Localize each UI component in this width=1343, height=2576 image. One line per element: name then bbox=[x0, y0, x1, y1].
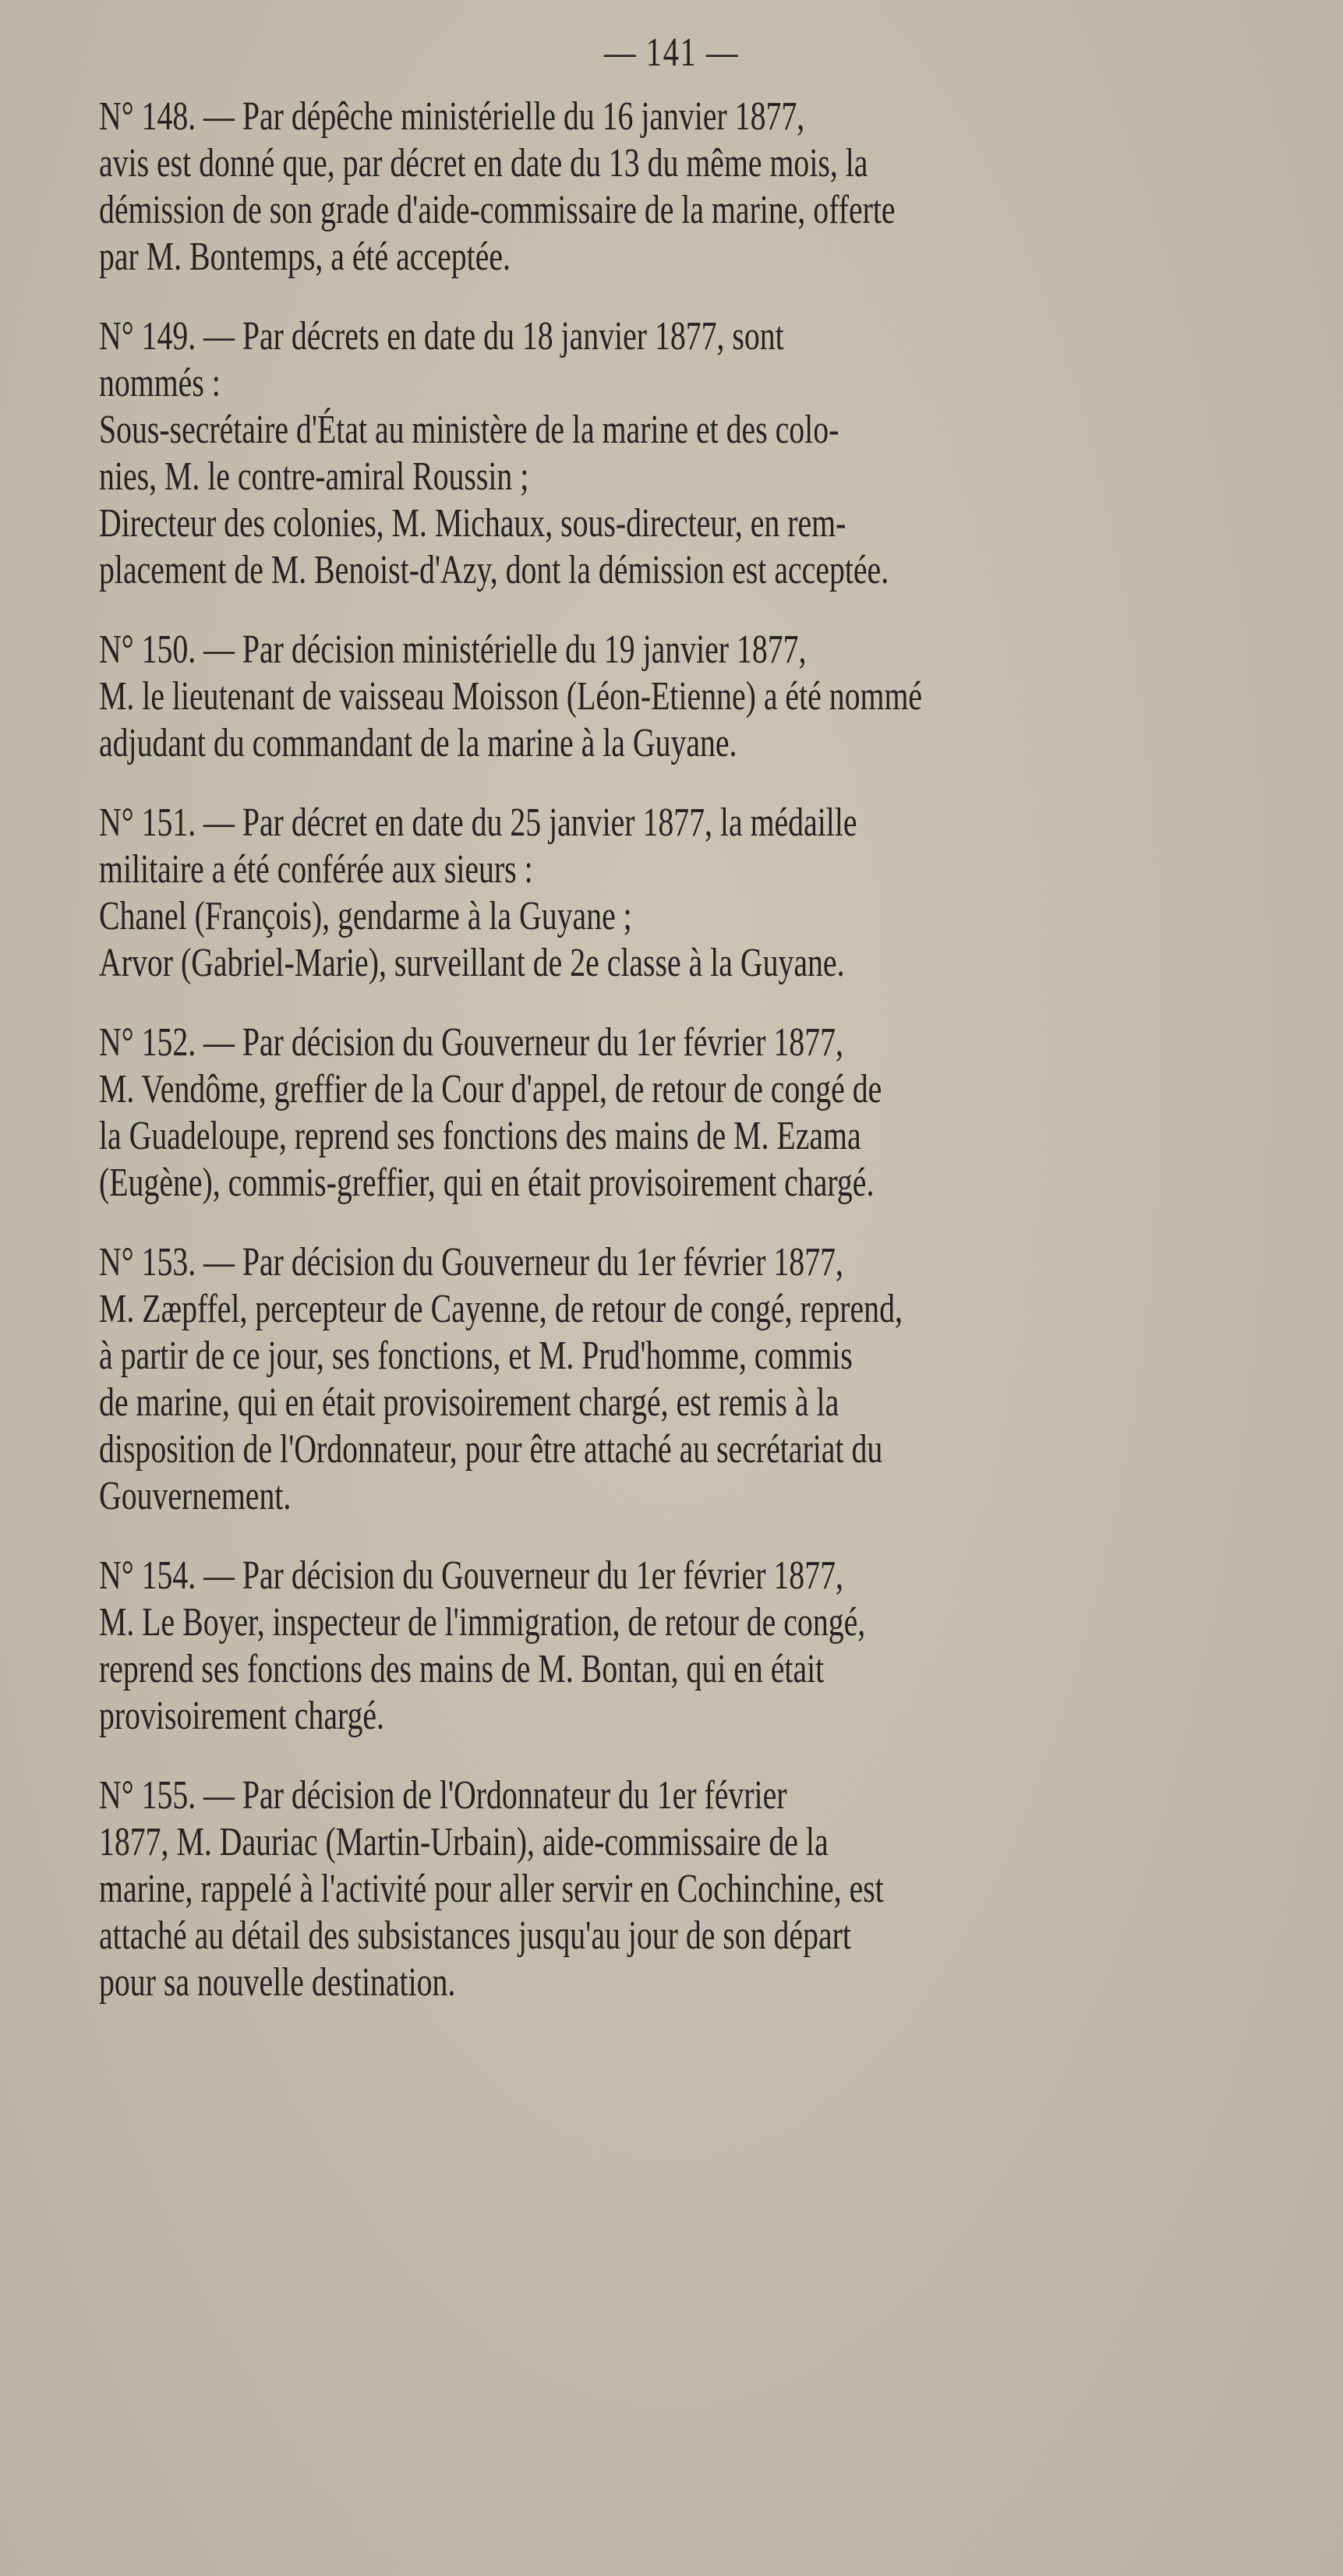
text-line: provisoirement chargé. bbox=[99, 1694, 385, 1738]
text-line: disposition de l'Ordonnateur, pour être attaché au secrétariat du bbox=[99, 1427, 883, 1472]
paragraph-149-director bbox=[99, 500, 1241, 594]
text-line: 1877, M. Dauriac (Martin-Urbain), aide-commissaire de la bbox=[99, 1820, 829, 1864]
text-line: reprend ses fonctions des mains de M. Bontan, qui en était bbox=[99, 1647, 825, 1691]
text-line: par M. Bontemps, a été acceptée. bbox=[99, 235, 511, 279]
text-line: Directeur des colonies, M. Michaux, sous-directeur, en rem- bbox=[99, 501, 846, 546]
text-line: Chanel (François), gendarme à la Guyane ; bbox=[99, 894, 632, 938]
text-line: pour sa nouvelle destination. bbox=[99, 1960, 456, 2005]
text-line: marine, rappelé à l'activité pour aller servir en Cochinchine, est bbox=[99, 1867, 884, 1911]
text-line: à partir de ce jour, ses fonctions, et M. Prud'homme, commis bbox=[99, 1334, 853, 1378]
text-line: N° 148. — Par dépêche ministérielle du 16 janvier 1877, bbox=[99, 94, 805, 139]
paragraph-155 bbox=[99, 1772, 1241, 2006]
paragraph-151 bbox=[99, 800, 1241, 893]
text-line: démission de son grade d'aide-commissaire de la marine, offerte bbox=[99, 188, 896, 232]
paragraph-149 bbox=[99, 313, 1241, 407]
text-line: N° 150. — Par décision ministérielle du 19 janvier 1877, bbox=[99, 627, 807, 672]
text-line: M. Zæpffel, percepteur de Cayenne, de retour de congé, reprend, bbox=[99, 1287, 903, 1331]
text-line: la Guadeloupe, reprend ses fonctions des mains de M. Ezama bbox=[99, 1114, 861, 1158]
paragraph-148 bbox=[99, 94, 1241, 281]
paragraph-150 bbox=[99, 627, 1241, 767]
text-line: Sous-secrétaire d'État au ministère de la marine et des colo- bbox=[99, 408, 839, 452]
text-line: nies, M. le contre-amiral Roussin ; bbox=[99, 454, 529, 499]
page-number: — 141 — bbox=[603, 30, 740, 75]
text-line: de marine, qui en était provisoirement chargé, est remis à la bbox=[99, 1380, 839, 1425]
text-line: adjudant du commandant de la marine à la Guyane. bbox=[99, 721, 737, 765]
page-body bbox=[99, 94, 1241, 2039]
text-line: Gouvernement. bbox=[99, 1474, 292, 1518]
text-line: N° 149. — Par décrets en date du 18 janvier 1877, sont bbox=[99, 314, 784, 359]
text-line: M. le lieutenant de vaisseau Moisson (Léon-Etienne) a été nommé bbox=[99, 674, 923, 719]
text-line: attaché au détail des subsistances jusqu'au jour de son départ bbox=[99, 1913, 851, 1958]
text-line: N° 155. — Par décision de l'Ordonnateur du 1er février bbox=[99, 1773, 787, 1818]
text-line: N° 151. — Par décret en date du 25 janvier 1877, la médaille bbox=[99, 800, 857, 845]
text-line: N° 153. — Par décision du Gouverneur du 1er février 1877, bbox=[99, 1240, 843, 1284]
text-line: avis est donné que, par décret en date du 13 du même mois, la bbox=[99, 141, 868, 186]
text-line: N° 152. — Par décision du Gouverneur du 1er février 1877, bbox=[99, 1020, 843, 1065]
paragraph-152 bbox=[99, 1019, 1241, 1207]
paragraph-154 bbox=[99, 1553, 1241, 1740]
text-line: placement de M. Benoist-d'Azy, dont la démission est acceptée. bbox=[99, 548, 889, 592]
text-line: N° 154. — Par décision du Gouverneur du 1er février 1877, bbox=[99, 1553, 843, 1598]
text-line: militaire a été conférée aux sieurs : bbox=[99, 847, 533, 892]
text-line: M. Le Boyer, inspecteur de l'immigration, de retour de congé, bbox=[99, 1600, 866, 1645]
paragraph-151-recipients bbox=[99, 893, 1241, 987]
paragraph-149-undersecretary bbox=[99, 407, 1241, 500]
text-line: Arvor (Gabriel-Marie), surveillant de 2e classe à la Guyane. bbox=[99, 941, 845, 985]
paragraph-153 bbox=[99, 1239, 1241, 1520]
text-line: nommés : bbox=[99, 361, 221, 405]
text-line: (Eugène), commis-greffier, qui en était provisoirement chargé. bbox=[99, 1161, 875, 1205]
text-line: M. Vendôme, greffier de la Cour d'appel, de retour de congé de bbox=[99, 1067, 882, 1111]
